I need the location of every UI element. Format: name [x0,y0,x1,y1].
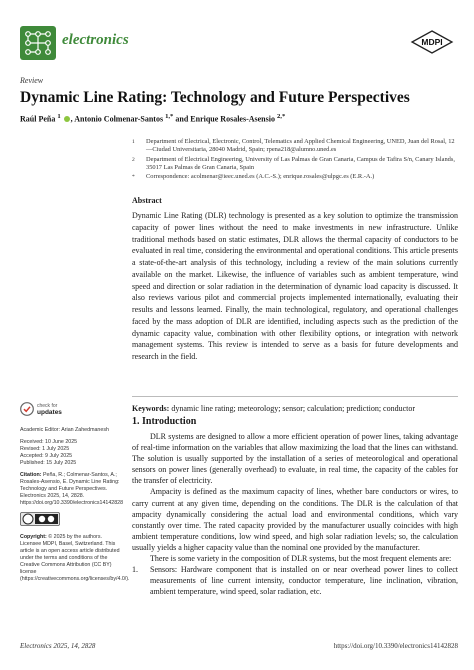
footer-citation: Electronics 2025, 14, 2828 [20,642,96,650]
paragraph: Ampacity is defined as the maximum capacity of lines, whether bare conductors or wires, to carry current at any given time, depending on the conditions. The DLR is the calculation of that ampacity dynamically considering the actual load and environmental conditions, which vary constantly over time. The rated capacity provided by the manufacturer usually coincides with high ambient temperature conditions, low wind speed, and high solar radiation levels; so, the calculation usually yields a higher capacity value than the nominal one provided by the manufacturer. [132,487,458,552]
page-header [20,24,454,64]
revised-date: Revised: 1 July 2025 [20,446,70,453]
orcid-icon[interactable] [64,116,70,122]
check-updates-icon [20,402,34,416]
correspondence-text: Correspondence: acolmenar@ieec.uned.es (A.C.-S.); enrique.rosales@ulpgc.es (E.R.-A.) [146,173,375,181]
check-for-updates-button[interactable] [20,400,124,422]
list-number: 1. [132,565,138,575]
article-title: Dynamic Line Rating: Technology and Future Perspectives [20,89,410,106]
author-list: Raúl Peña $^1$ , Antonio Colmenar-Santos $^{1,*}$ and Enrique Rosales-Asensio $^{2,*}$ [20,113,286,124]
cc-by-license-icon[interactable] [20,512,60,526]
paragraph: There is some variety in the composition of DLR systems, but the most frequent elements are: [150,554,452,564]
section-body [132,431,458,597]
publisher-name: MDPI [421,37,443,47]
author-name[interactable]: and Enrique Rosales-Asensio [175,114,275,124]
author-affiliation-mark: 2,* [276,113,286,120]
affiliation-item [132,156,458,173]
author-name[interactable]: Raúl Peña [20,114,56,124]
publication-dates [20,439,124,467]
published-date: Published: 15 July 2025 [20,460,77,467]
list-item [132,564,458,597]
paragraph: DLR systems are designed to allow a more efficient operation of power lines, taking advantage of real-time information on the variables that allow maximizing the load that the lines can withstand. The solution is usually supported by the installation of a series of meteorological and operational sensors on power lines (generally overhead) to evaluate, in real time, the capacity of the cables for the transfer of electricity. [132,432,458,486]
keywords-text: dynamic line rating; meteorology; sensor; calculation; prediction; conductor [171,404,416,413]
affiliation-mark: * [132,174,135,181]
section-heading: 1. Introduction [132,416,197,427]
article-type: Review [20,76,44,85]
abstract-text: Dynamic Line Rating (DLR) technology is presented as a key solution to optimize the transmission capacity of power lines without the need to make investments in new infrastructure. Unlike traditional methods based on static estimates, DLR allows the thermal capacity of conductors to be evaluated in real time, considering the environmental and operational conditions. This article presents a state-of-the-art analysis of this technology, including a review of the main solutions currently available on the market. Likewise, the influence of variables such as ambient temperature, wind speed and direction or solar radiation in the determination of dynamic load capacity is discussed. It also reviews various pilot and commercial projects implemented internationally, evaluating their results and lessons learned. Finally, the main technological, regulatory, and operational challenges faced by the mass adoption of DLR are identified, including aspects such as the prediction of the dynamic capacity value, combination with other flexibility options, or integration with network management systems. This review is intended to serve as a basis for future developments and research in the field. [132,211,458,361]
affiliations [132,138,458,182]
divider [132,396,458,397]
check-for-updates-label: check for updates [37,403,62,416]
citation-text[interactable]: Peña, R.; Colmenar-Santos, A.; Rosales-Asensio, E. Dynamic Line Rating: Technology and Future Perspectives. Electronics 2025, 14, 2828. https://doi.org/10.3390/electronics14142828 [20,472,124,507]
author-affiliation-mark: 1,* [165,113,174,120]
correspondence [132,173,458,181]
keywords-label: Keywords: [132,404,170,413]
doi-link[interactable]: https://doi.org/10.3390/electronics14142828 [333,642,458,650]
affiliation-item [132,138,458,155]
citation-label: Citation: [20,472,42,479]
copyright [20,533,130,583]
copyright-label: Copyright: [20,533,47,540]
author-name[interactable]: Antonio Colmenar-Santos [74,114,164,124]
article-sidebar [20,400,130,588]
copyright-text: © 2025 by the authors. Licensee MDPI, Basel, Switzerland. This article is an open access article distributed under the terms and conditions of the Creative Commons Attribution (CC BY) license (https://creativecommons.org/licenses/by/4.0/). [20,533,130,582]
accepted-date: Accepted: 9 July 2025 [20,453,73,460]
citation [20,472,124,507]
affiliation-text: Department of Electrical Engineering, University of Las Palmas de Gran Canaria, Campus de Tafira S/n, Canary Islands, 35017 Las Palmas de Gran Canaria, Spain [146,155,455,171]
author-affiliation-mark: 1 [57,113,61,120]
affiliation-mark: 1 [132,139,135,145]
journal-name: electronics [62,32,129,48]
abstract-heading: Abstract [132,196,162,205]
keywords [132,403,458,414]
circuit-grid-icon [20,26,56,60]
affiliation-mark: 2 [132,156,135,163]
academic-editor: Academic Editor: Arian Zahedmanesh [20,427,109,433]
mdpi-logo-icon [410,30,454,54]
received-date: Received: 10 June 2025 [20,439,78,446]
list-item-text: Sensors: Hardware component that is installed on or near overhead power lines to collect measurements of line current intensity, conductor temperature, line inclination, vibration, ambient temperature, wind speed, solar radiation, etc. [150,565,458,597]
affiliation-text: Department of Electrical, Electronic, Control, Telematics and Applied Chemical Engineering, UNED, Juan del Rosal, 12—Ciudad Universitaria, 28040 Madrid, Spain; rpena218@alumno.uned.es [146,138,455,154]
